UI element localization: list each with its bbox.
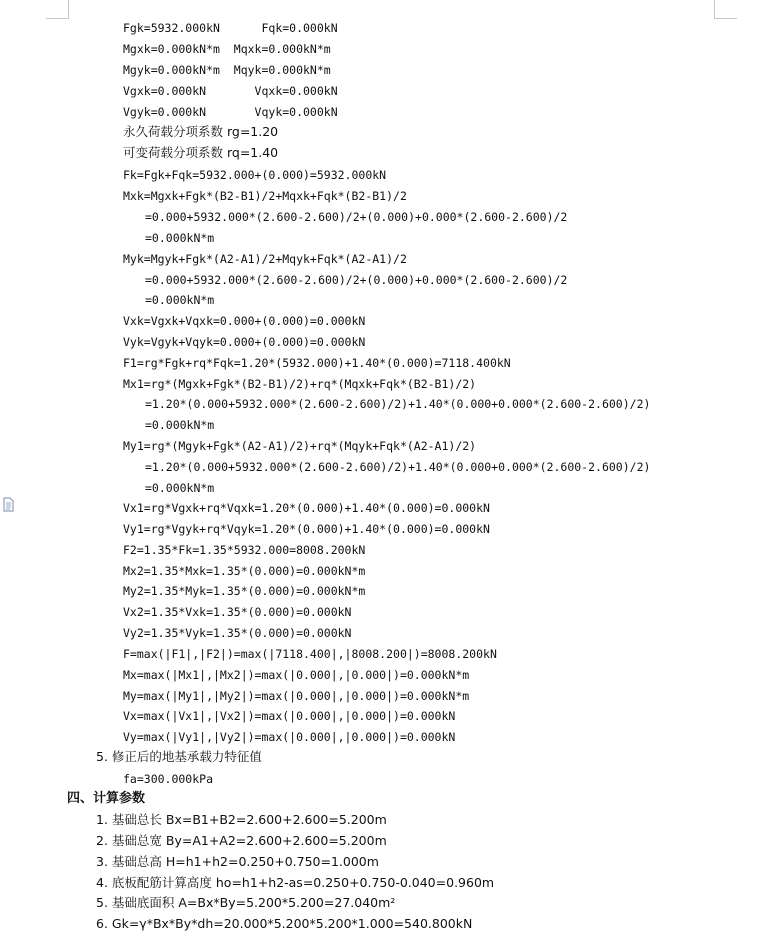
line-mx1-3: =0.000kN*m bbox=[145, 418, 215, 432]
line-vy2: Vy2=1.35*Vyk=1.35*(0.000)=0.000kN bbox=[123, 626, 352, 640]
line-vy-max: Vy=max(|Vy1|,|Vy2|)=max(|0.000|,|0.000|)=0.000kN bbox=[123, 730, 456, 744]
line-f-max: F=max(|F1|,|F2|)=max(|7118.400|,|8008.200|)=8008.200kN bbox=[123, 647, 497, 661]
line-myk-1: Myk=Mgyk+Fgk*(A2-A1)/2+Mqyk+Fqk*(A2-A1)/2 bbox=[123, 252, 407, 266]
line-mx1-2: =1.20*(0.000+5932.000*(2.600-2.600)/2)+1.40*(0.000+0.000*(2.600-2.600)/2) bbox=[145, 397, 651, 411]
line-param-1: 1. 基础总长 Bx=B1+B2=2.600+2.600=5.200m bbox=[96, 812, 387, 827]
line-vx2: Vx2=1.35*Vxk=1.35*(0.000)=0.000kN bbox=[123, 605, 352, 619]
line-f1: F1=rg*Fgk+rq*Fqk=1.20*(5932.000)+1.40*(0.000)=7118.400kN bbox=[123, 356, 511, 370]
line-mx1-1: Mx1=rg*(Mgxk+Fgk*(B2-B1)/2)+rq*(Mqxk+Fqk*(B2-B1)/2) bbox=[123, 377, 477, 391]
line-my-max: My=max(|My1|,|My2|)=max(|0.000|,|0.000|)=0.000kN*m bbox=[123, 689, 470, 703]
line-section-4-heading: 四、计算参数 bbox=[67, 791, 146, 806]
page-corner-marker-top-left bbox=[46, 0, 69, 19]
line-mx-max: Mx=max(|Mx1|,|Mx2|)=max(|0.000|,|0.000|)=0.000kN*m bbox=[123, 668, 470, 682]
line-fk: Fk=Fgk+Fqk=5932.000+(0.000)=5932.000kN bbox=[123, 168, 387, 182]
line-fa: fa=300.000kPa bbox=[123, 772, 214, 786]
page-corner-marker-top-right bbox=[714, 0, 737, 19]
document-icon[interactable] bbox=[2, 497, 16, 513]
line-param-2: 2. 基础总宽 By=A1+A2=2.600+2.600=5.200m bbox=[96, 833, 387, 848]
line-vyk: Vyk=Vgyk+Vqyk=0.000+(0.000)=0.000kN bbox=[123, 335, 366, 349]
line-vxk: Vxk=Vgxk+Vqxk=0.000+(0.000)=0.000kN bbox=[123, 314, 366, 328]
line-param-6: 6. Gk=γ*Bx*By*dh=20.000*5.200*5.200*1.000=540.800kN bbox=[96, 916, 473, 931]
line-my1-1: My1=rg*(Mgyk+Fgk*(A2-A1)/2)+rq*(Mqyk+Fqk*(A2-A1)/2) bbox=[123, 439, 477, 453]
line-item-5-bearing: 5. 修正后的地基承载力特征值 bbox=[96, 749, 262, 764]
line-param-4: 4. 底板配筋计算高度 ho=h1+h2-as=0.250+0.750-0.040=0.960m bbox=[96, 875, 495, 890]
line-f2: F2=1.35*Fk=1.35*5932.000=8008.200kN bbox=[123, 543, 366, 557]
line-my2: My2=1.35*Myk=1.35*(0.000)=0.000kN*m bbox=[123, 584, 366, 598]
line-fgk-pair: Fgk=5932.000kN Fqk=0.000kN bbox=[123, 21, 338, 35]
line-vx-max: Vx=max(|Vx1|,|Vx2|)=max(|0.000|,|0.000|)=0.000kN bbox=[123, 709, 456, 723]
line-rg-factor: 永久荷载分项系数 rg=1.20 bbox=[123, 124, 279, 139]
line-mxk-2: =0.000+5932.000*(2.600-2.600)/2+(0.000)+0.000*(2.600-2.600)/2 bbox=[145, 210, 568, 224]
line-myk-2: =0.000+5932.000*(2.600-2.600)/2+(0.000)+0.000*(2.600-2.600)/2 bbox=[145, 273, 568, 287]
line-vgxk-pair: Vgxk=0.000kN Vqxk=0.000kN bbox=[123, 84, 338, 98]
line-mxk-3: =0.000kN*m bbox=[145, 231, 215, 245]
line-my1-2: =1.20*(0.000+5932.000*(2.600-2.600)/2)+1.40*(0.000+0.000*(2.600-2.600)/2) bbox=[145, 460, 651, 474]
line-param-3: 3. 基础总高 H=h1+h2=0.250+0.750=1.000m bbox=[96, 854, 379, 869]
line-vy1: Vy1=rg*Vgyk+rq*Vqyk=1.20*(0.000)+1.40*(0.000)=0.000kN bbox=[123, 522, 490, 536]
line-myk-3: =0.000kN*m bbox=[145, 293, 215, 307]
line-mgyk-pair: Mgyk=0.000kN*m Mqyk=0.000kN*m bbox=[123, 63, 331, 77]
line-mgxk-pair: Mgxk=0.000kN*m Mqxk=0.000kN*m bbox=[123, 42, 331, 56]
line-my1-3: =0.000kN*m bbox=[145, 481, 215, 495]
line-vgyk-pair: Vgyk=0.000kN Vqyk=0.000kN bbox=[123, 105, 338, 119]
line-param-5: 5. 基础底面积 A=Bx*By=5.200*5.200=27.040m² bbox=[96, 895, 396, 910]
line-vx1: Vx1=rg*Vgxk+rq*Vqxk=1.20*(0.000)+1.40*(0.000)=0.000kN bbox=[123, 501, 490, 515]
line-mxk-1: Mxk=Mgxk+Fgk*(B2-B1)/2+Mqxk+Fqk*(B2-B1)/2 bbox=[123, 189, 407, 203]
line-mx2: Mx2=1.35*Mxk=1.35*(0.000)=0.000kN*m bbox=[123, 564, 366, 578]
line-rq-factor: 可变荷载分项系数 rq=1.40 bbox=[123, 145, 279, 160]
